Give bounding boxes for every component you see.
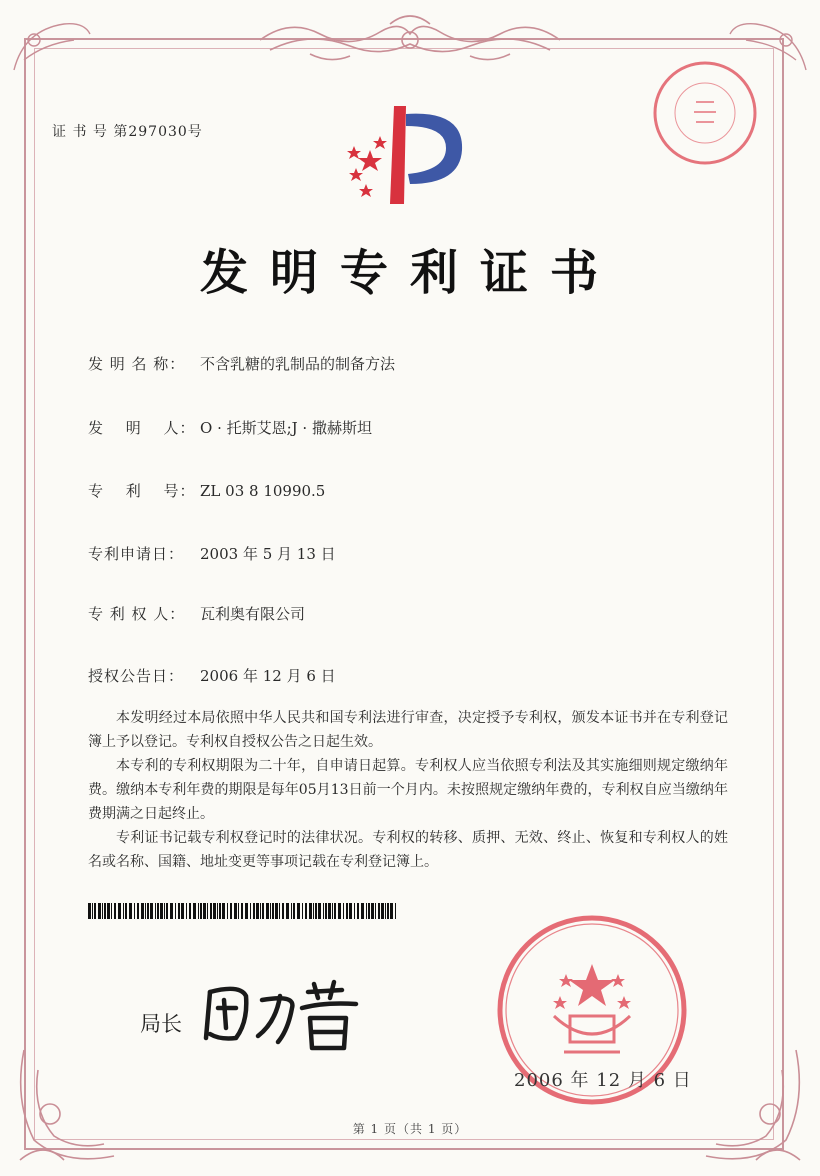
field-application-date (88, 543, 336, 564)
barcode-bar (293, 903, 295, 919)
barcode-bar (134, 903, 135, 919)
barcode-bar (260, 903, 261, 919)
barcode-bar (198, 903, 199, 919)
barcode-bar (102, 903, 103, 919)
barcode-bar (361, 903, 364, 919)
barcode-bar (200, 903, 202, 919)
barcode-bar (186, 903, 187, 919)
barcode-bar (387, 903, 389, 919)
barcode-bar (147, 903, 149, 919)
director-signature (196, 978, 366, 1054)
barcode-bar (157, 903, 159, 919)
barcode-bar (118, 903, 121, 919)
barcode-bar (375, 903, 376, 919)
top-ornament (250, 10, 570, 72)
barcode-bar (189, 903, 191, 919)
barcode-bar (145, 903, 146, 919)
barcode-bar (104, 903, 106, 919)
barcode-bar (245, 903, 248, 919)
barcode-bar (166, 903, 168, 919)
field-inventor (88, 417, 372, 438)
barcode-bar (349, 903, 352, 919)
barcode-bar (395, 903, 396, 919)
field-value: 不含乳糖的乳制品的制备方法 (200, 355, 396, 373)
barcode-bar (325, 903, 327, 919)
barcode-bar (354, 903, 355, 919)
field-label: 专 利 权 人： (88, 605, 186, 623)
barcode-bar (357, 903, 359, 919)
barcode-bar (390, 903, 393, 919)
barcode-bar (123, 903, 124, 919)
barcode-bar (305, 903, 307, 919)
certificate-body (88, 706, 728, 874)
barcode-bar (381, 903, 384, 919)
barcode (88, 903, 400, 919)
barcode-bar (234, 903, 237, 919)
barcode-bar (256, 903, 259, 919)
barcode-bar (178, 903, 180, 919)
field-value: O · 托斯艾恩;J · 撒赫斯坦 (200, 419, 372, 437)
barcode-bar (241, 903, 243, 919)
barcode-bar (114, 903, 116, 919)
barcode-bar (98, 903, 101, 919)
barcode-bar (207, 903, 208, 919)
barcode-bar (328, 903, 331, 919)
barcode-bar (213, 903, 216, 919)
corner-ornament-bottom-right (696, 1040, 816, 1170)
barcode-bar (318, 903, 321, 919)
barcode-bar (222, 903, 225, 919)
barcode-bar (368, 903, 370, 919)
corner-ornament-top-left (4, 10, 94, 80)
barcode-bar (150, 903, 153, 919)
barcode-bar (270, 903, 271, 919)
barcode-bar (302, 903, 303, 919)
field-value: ZL 03 8 10990.5 (200, 482, 326, 500)
barcode-bar (291, 903, 292, 919)
barcode-bar (193, 903, 196, 919)
barcode-bar (160, 903, 163, 919)
barcode-bar (253, 903, 255, 919)
barcode-bar (272, 903, 274, 919)
patent-office-logo (336, 100, 476, 210)
barcode-bar (219, 903, 221, 919)
barcode-bar (332, 903, 333, 919)
field-value: 2006 年 12 月 6 日 (200, 667, 336, 685)
barcode-bar (111, 903, 112, 919)
field-patentee (88, 603, 305, 624)
barcode-bar (371, 903, 374, 919)
barcode-bar (230, 903, 232, 919)
barcode-bar (129, 903, 132, 919)
barcode-bar (343, 903, 344, 919)
barcode-bar (181, 903, 184, 919)
page-title: 发明专利证书 (199, 245, 620, 301)
field-label: 授权公告日： (88, 667, 185, 685)
barcode-bar (282, 903, 284, 919)
barcode-bar (155, 903, 156, 919)
barcode-bar (88, 903, 91, 919)
barcode-bar (125, 903, 127, 919)
field-grant-date (88, 665, 336, 686)
field-label: 发 明 名 称： (88, 355, 186, 373)
field-invention-name (88, 353, 395, 374)
body-paragraph: 本发明经过本局依照中华人民共和国专利法进行审查，决定授予专利权，颁发本证书并在专利登记簿上予以登记。专利权自授权公告之日起生效。 (88, 710, 728, 750)
barcode-bar (92, 903, 93, 919)
director-title: 局长 (140, 1012, 182, 1036)
barcode-bar (250, 903, 251, 919)
body-paragraph: 本专利的专利权期限为二十年，自申请日起算。专利权人应当依照专利法及其实施细则规定缴纳年费。缴纳本专利年费的期限是每年05月13日前一个月内。未按照规定缴纳年费的，专利权自应当缴纳年费期满之日起终止。 (88, 758, 728, 822)
barcode-bar (137, 903, 139, 919)
barcode-bar (175, 903, 176, 919)
barcode-bar (334, 903, 336, 919)
barcode-bar (385, 903, 386, 919)
field-label: 专 利 号： (88, 482, 196, 500)
barcode-bar (164, 903, 165, 919)
barcode-bar (170, 903, 173, 919)
field-value: 2003 年 5 月 13 日 (200, 545, 336, 563)
barcode-bar (275, 903, 278, 919)
barcode-bar (203, 903, 206, 919)
barcode-bar (313, 903, 314, 919)
barcode-bar (94, 903, 96, 919)
barcode-bar (286, 903, 289, 919)
barcode-bar (323, 903, 324, 919)
barcode-bar (227, 903, 228, 919)
barcode-bar (210, 903, 212, 919)
field-label: 专利申请日： (88, 545, 185, 563)
field-label: 发 明 人： (88, 419, 196, 437)
agency-seal (650, 58, 760, 168)
corner-ornament-bottom-left (4, 1040, 124, 1170)
field-patent-number (88, 480, 325, 501)
page-footer: 第 1 页（共 1 页） (352, 1122, 468, 1136)
barcode-bar (141, 903, 144, 919)
barcode-bar (279, 903, 280, 919)
barcode-bar (366, 903, 367, 919)
barcode-bar (378, 903, 380, 919)
barcode-bar (338, 903, 341, 919)
barcode-bar (266, 903, 269, 919)
barcode-bar (309, 903, 312, 919)
barcode-bar (346, 903, 348, 919)
issue-date: 2006 年 12 月 6 日 (514, 1070, 692, 1091)
body-paragraph: 专利证书记载专利权登记时的法律状况。专利权的转移、质押、无效、终止、恢复和专利权人的姓名或名称、国籍、地址变更等事项记载在专利登记簿上。 (88, 830, 728, 870)
barcode-bar (315, 903, 317, 919)
barcode-bar (217, 903, 218, 919)
barcode-bar (238, 903, 239, 919)
barcode-bar (262, 903, 264, 919)
barcode-bar (107, 903, 110, 919)
certificate-number: 证 书 号 第297030号 (52, 124, 203, 140)
field-value: 瓦利奥有限公司 (200, 605, 306, 623)
barcode-bar (297, 903, 300, 919)
